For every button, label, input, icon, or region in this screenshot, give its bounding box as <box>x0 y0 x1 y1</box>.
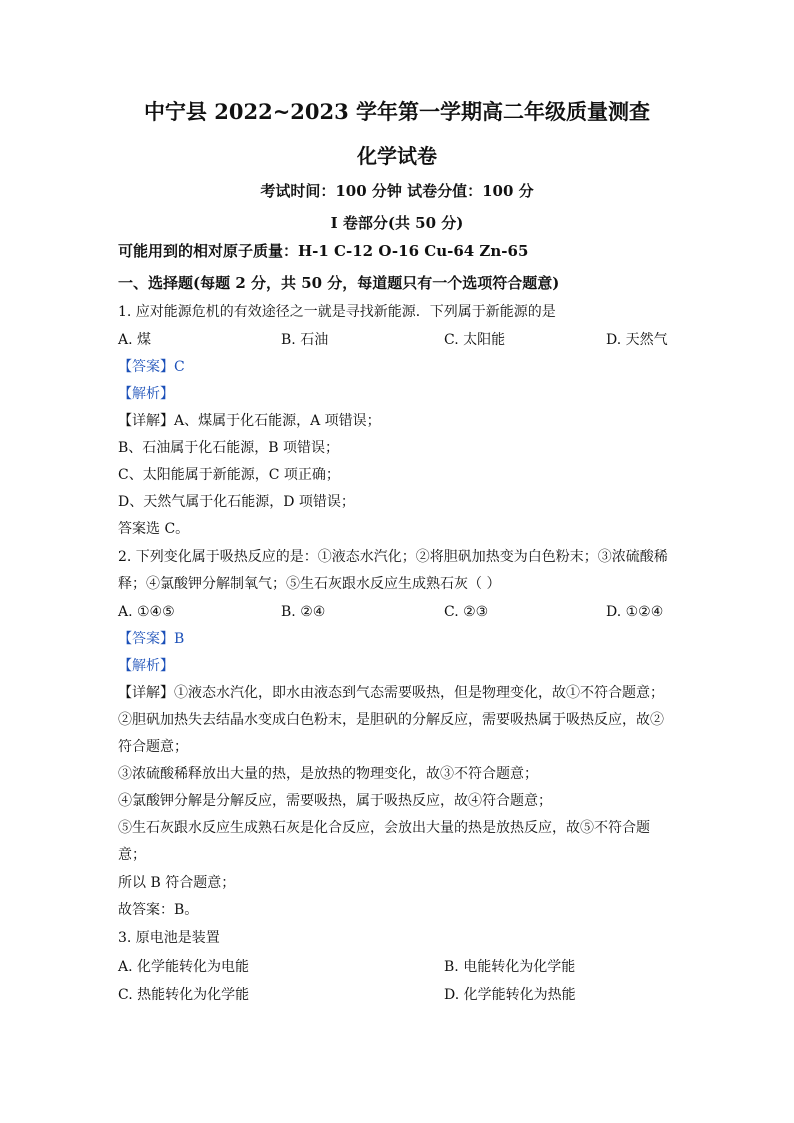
part-title: I 卷部分(共 50 分) <box>330 214 464 232</box>
q2-option-d: D. ①②④ <box>606 604 664 620</box>
q2-detail-line: 故答案：B。 <box>118 902 199 918</box>
q2-option-c: C. ②③ <box>444 604 489 620</box>
q2-detail-line: ④氯酸钾分解是分解反应，需要吸热，属于吸热反应，故④符合题意； <box>118 793 552 809</box>
q2-detail-line: 符合题意； <box>118 739 188 755</box>
q1-answer: 【答案】C <box>118 359 185 375</box>
q2-detail-line: ②胆矾加热失去结晶水变成白色粉末，是胆矾的分解反应，需要吸热属于吸热反应，故② <box>118 712 664 728</box>
q1-stem: 1. 应对能源危机的有效途径之一就是寻找新能源．下列属于新能源的是 <box>118 304 556 320</box>
q2-detail-line: ⑤生石灰跟水反应生成熟石灰是化合反应，会放出大量的热是放热反应，故⑤不符合题 <box>118 820 650 836</box>
q2-detail-line: 意； <box>118 847 146 863</box>
q3-option-b: B. 电能转化为化学能 <box>444 959 576 975</box>
q2-detail-line: ③浓硫酸稀释放出大量的热，是放热的物理变化，故③不符合题意； <box>118 766 538 782</box>
q2-analysis: 【解析】 <box>118 658 174 674</box>
q1-analysis: 【解析】 <box>118 386 174 402</box>
q1-option-c: C. 太阳能 <box>444 332 506 348</box>
q1-option-b: B. 石油 <box>281 332 329 348</box>
q1-detail-line: D、天然气属于化石能源，D 项错误； <box>118 494 355 510</box>
q1-detail-line: B、石油属于化石能源，B 项错误； <box>118 440 340 456</box>
q3-stem: 3. 原电池是装置 <box>118 930 220 946</box>
q3-option-a: A. 化学能转化为电能 <box>118 959 250 975</box>
q1-detail-line: 【详解】A、煤属于化石能源，A 项错误； <box>118 413 381 429</box>
section-title: 一、选择题(每题 2 分，共 50 分，每道题只有一个选项符合题意) <box>118 274 560 292</box>
q3-option-c: C. 热能转化为化学能 <box>118 987 250 1003</box>
q2-detail-line: 所以 B 符合题意； <box>118 875 236 891</box>
q1-detail-line: C、太阳能属于新能源，C 项正确； <box>118 467 340 483</box>
q1-option-a: A. 煤 <box>118 332 152 348</box>
q1-detail-line: 答案选 C。 <box>118 521 190 537</box>
q2-stem-line: 释；④氯酸钾分解制氧气；⑤生石灰跟水反应生成熟石灰（ ） <box>118 576 501 592</box>
atomic-mass-line: 可能用到的相对原子质量：H-1 C-12 O-16 Cu-64 Zn-65 <box>118 242 529 260</box>
sub-title: 化学试卷 <box>357 144 437 168</box>
q1-option-d: D. 天然气 <box>606 332 668 348</box>
q3-option-d: D. 化学能转化为热能 <box>444 987 576 1003</box>
exam-info: 考试时间：100 分钟 试卷分值：100 分 <box>260 182 534 200</box>
q2-option-a: A. ①④⑤ <box>118 604 175 620</box>
q2-stem-line: 2. 下列变化属于吸热反应的是：①液态水汽化；②将胆矾加热变为白色粉末；③浓硫酸稀 <box>118 549 668 565</box>
q2-detail-line: 【详解】①液态水汽化，即水由液态到气态需要吸热，但是物理变化，故①不符合题意； <box>118 685 664 701</box>
main-title: 中宁县 2022~2023 学年第一学期高二年级质量测查 <box>143 99 651 124</box>
q2-option-b: B. ②④ <box>281 604 326 620</box>
q2-answer: 【答案】B <box>118 631 185 647</box>
